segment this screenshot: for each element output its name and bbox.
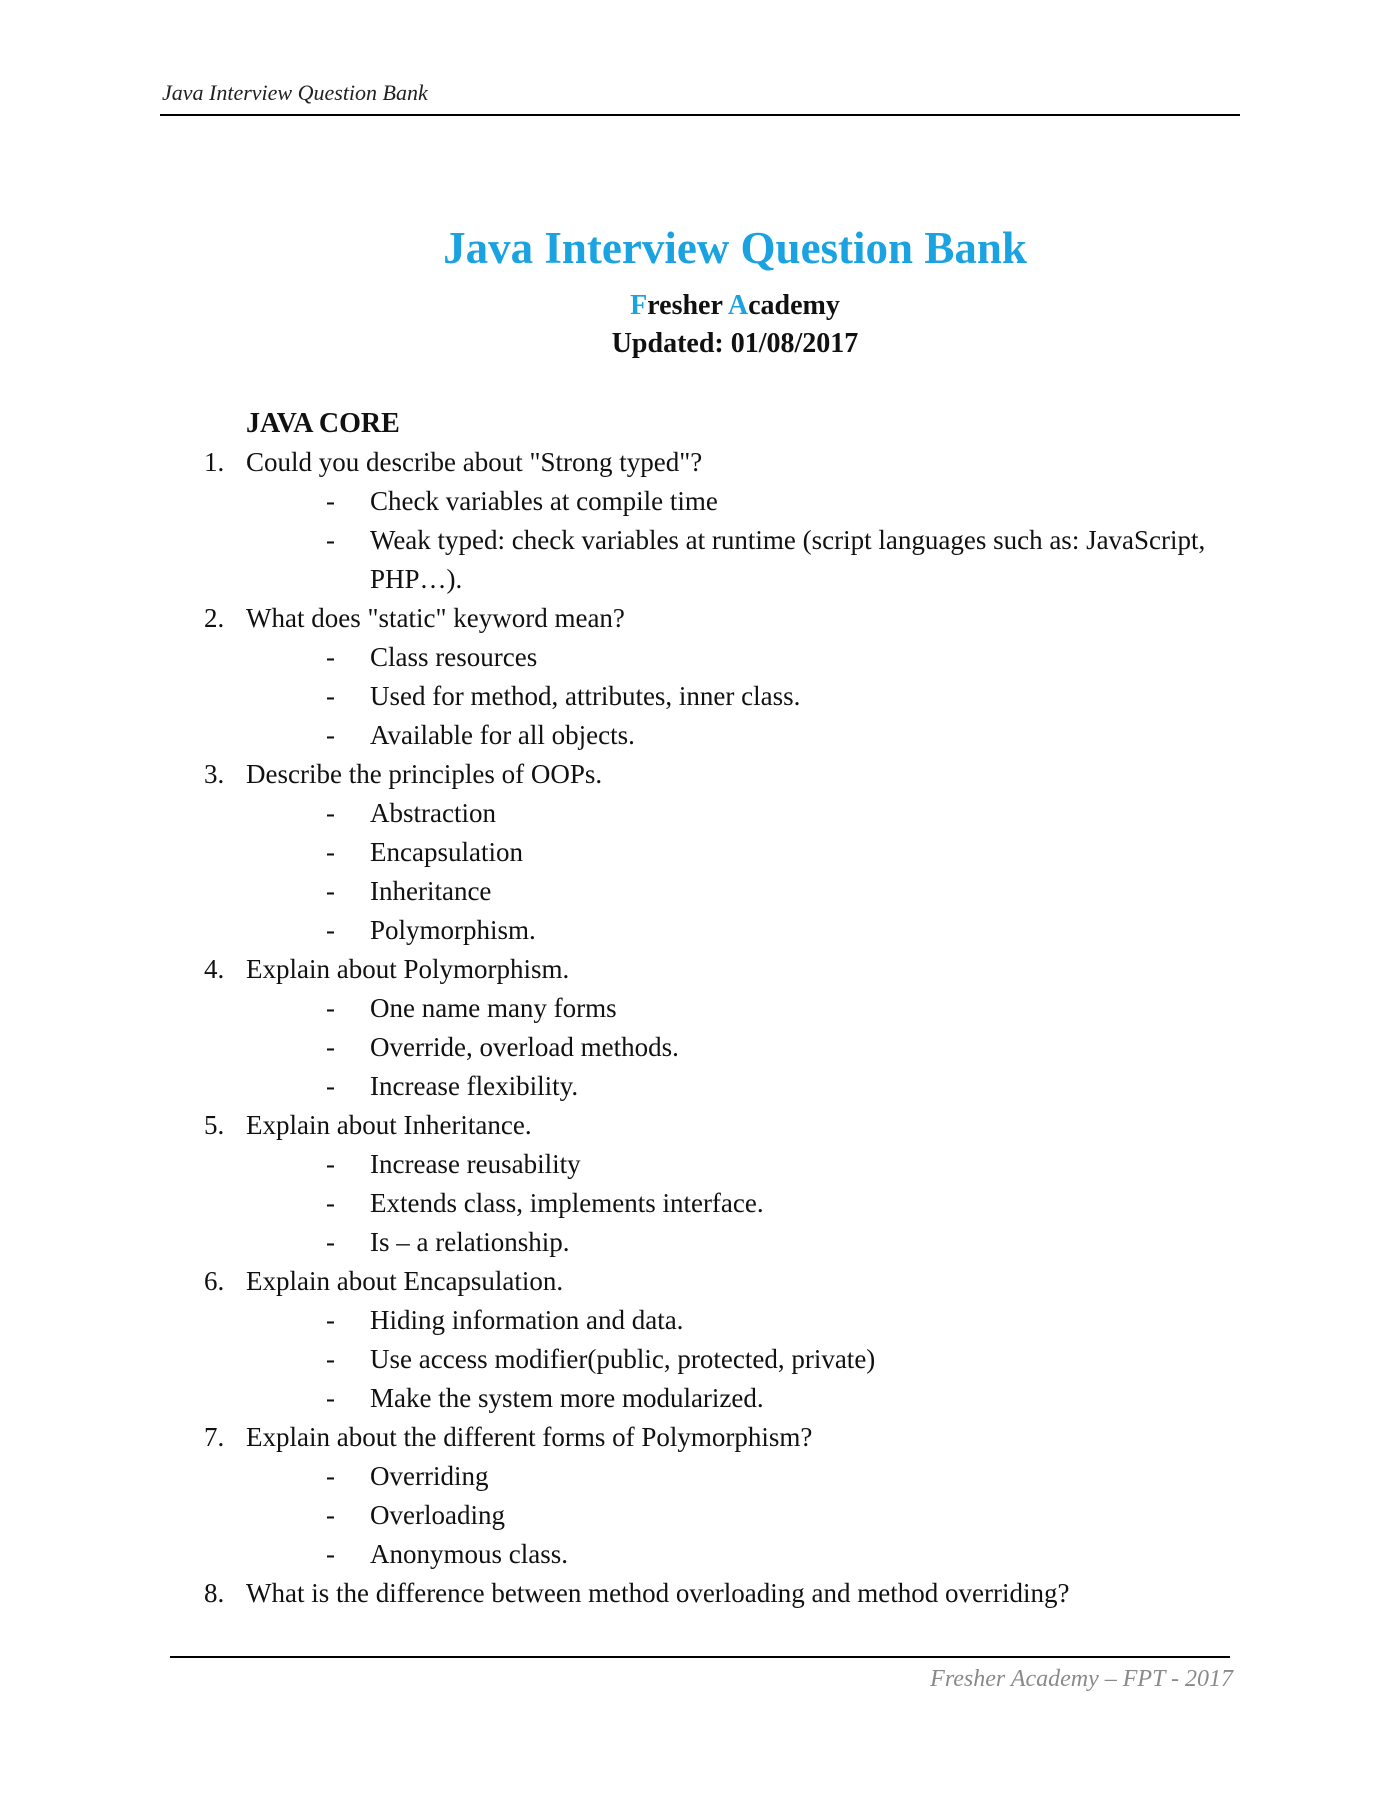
question-item [0,1262,1391,1301]
document-title: Java Interview Question Bank [443,223,1027,273]
answer-item [0,1340,1391,1379]
question-number: 1. [204,447,225,477]
answer-text: Polymorphism. [370,915,536,945]
answer-text: One name many forms [370,993,617,1023]
header-rule [160,114,1240,116]
subtitle-part-resher: resher [647,290,728,321]
section-heading: JAVA CORE [246,408,400,439]
question-number: 5. [204,1110,225,1140]
answer-item [0,1379,1391,1418]
answer-text: Used for method, attributes, inner class. [370,681,801,711]
question-list [0,404,1391,1613]
question-text: Could you describe about "Strong typed"? [246,447,703,477]
question-item [0,599,1391,638]
question-text: What is the difference between method overloading and method overriding? [246,1578,1070,1608]
answer-text: Is – a relationship. [370,1227,570,1257]
answer-text: Encapsulation [370,837,523,867]
answer-item [0,794,1391,833]
answer-item [0,1067,1391,1106]
question-item [0,1106,1391,1145]
answer-text: Override, overload methods. [370,1032,679,1062]
answer-text: Weak typed: check variables at runtime (script languages such as: JavaScript, PHP…). [370,525,1206,594]
bullet-dash: - [326,1032,335,1062]
answer-item [0,1457,1391,1496]
question-text: Explain about the different forms of Polymorphism? [246,1422,813,1452]
question-number: 2. [204,603,225,633]
footer-rule [170,1656,1230,1658]
answer-item [0,482,1391,521]
answer-item [0,1301,1391,1340]
subtitle-initial-a: A [727,290,749,321]
answer-text: Overloading [370,1500,505,1530]
answer-item [0,833,1391,872]
answer-item [0,1535,1391,1574]
answer-item [0,521,1391,599]
bullet-dash: - [326,1383,335,1413]
answer-text: Available for all objects. [370,720,635,750]
bullet-dash: - [326,720,335,750]
answer-item [0,716,1391,755]
answer-text: Hiding information and data. [370,1305,684,1335]
answer-item [0,1223,1391,1262]
answer-item [0,911,1391,950]
answer-item [0,677,1391,716]
subtitle-part-cademy: cademy [748,290,840,321]
question-text: What does "static" keyword mean? [246,603,625,633]
bullet-dash: - [326,1539,335,1569]
bullet-dash: - [326,1500,335,1530]
answer-text: Use access modifier(public, protected, private) [370,1344,876,1374]
document-subtitle [0,290,1391,322]
running-header: Java Interview Question Bank [162,80,428,105]
answer-text: Check variables at compile time [370,486,718,516]
question-text: Explain about Encapsulation. [246,1266,564,1296]
answer-item [0,872,1391,911]
question-number: 6. [204,1266,225,1296]
answer-text: Make the system more modularized. [370,1383,764,1413]
answer-text: Inheritance [370,876,492,906]
subtitle-initial-f: F [630,290,648,321]
bullet-dash: - [326,1227,335,1257]
question-text: Describe the principles of OOPs. [246,759,603,789]
updated-date: Updated: 01/08/2017 [611,328,859,359]
answer-text: Abstraction [370,798,496,828]
bullet-dash: - [326,642,335,672]
question-item [0,950,1391,989]
bullet-dash: - [326,1305,335,1335]
bullet-dash: - [326,1344,335,1374]
question-number: 3. [204,759,225,789]
bullet-dash: - [326,681,335,711]
bullet-dash: - [326,525,335,555]
answer-item [0,1145,1391,1184]
bullet-dash: - [326,837,335,867]
answer-item [0,989,1391,1028]
question-item [0,443,1391,482]
answer-item [0,1184,1391,1223]
bullet-dash: - [326,486,335,516]
bullet-dash: - [326,993,335,1023]
answer-text: Increase flexibility. [370,1071,579,1101]
answer-text: Anonymous class. [370,1539,568,1569]
answer-item [0,1496,1391,1535]
bullet-dash: - [326,1188,335,1218]
bullet-dash: - [326,1149,335,1179]
answer-text: Increase reusability [370,1149,581,1179]
answer-text: Class resources [370,642,538,672]
answer-text: Overriding [370,1461,489,1491]
question-item [0,755,1391,794]
bullet-dash: - [326,915,335,945]
question-number: 7. [204,1422,225,1452]
question-text: Explain about Inheritance. [246,1110,532,1140]
question-item [0,1574,1391,1613]
answer-item [0,638,1391,677]
bullet-dash: - [326,876,335,906]
bullet-dash: - [326,1071,335,1101]
answer-text: Extends class, implements interface. [370,1188,764,1218]
question-item [0,1418,1391,1457]
running-footer: Fresher Academy – FPT - 2017 [930,1666,1233,1692]
question-number: 4. [204,954,225,984]
bullet-dash: - [326,1461,335,1491]
answer-item [0,1028,1391,1067]
question-text: Explain about Polymorphism. [246,954,570,984]
question-number: 8. [204,1578,225,1608]
bullet-dash: - [326,798,335,828]
